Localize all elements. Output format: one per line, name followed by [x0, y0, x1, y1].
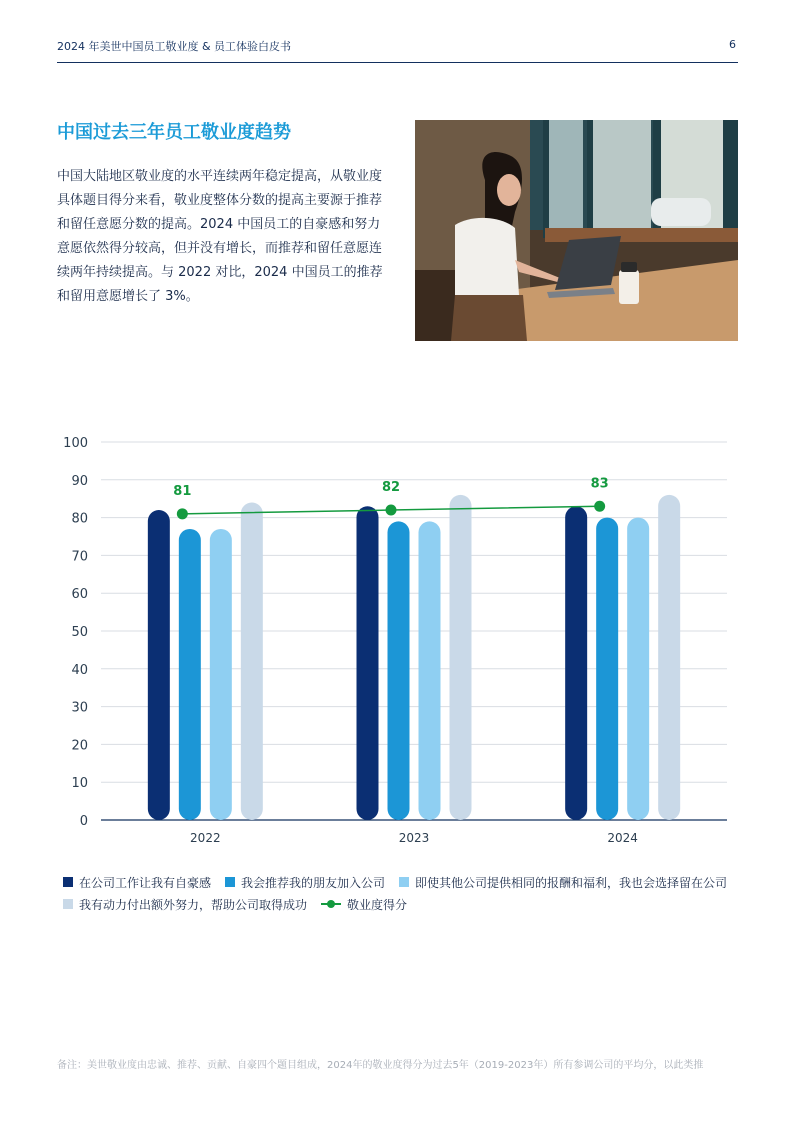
photo-woman-with-laptop: [415, 120, 738, 341]
bar: [658, 495, 680, 820]
x-tick-label: 2022: [190, 831, 221, 845]
legend-line-marker: [321, 899, 341, 909]
chart-legend: [63, 871, 743, 915]
bar: [596, 518, 618, 820]
legend-swatch-stay: [399, 877, 409, 887]
body-paragraph: 中国大陆地区敬业度的水平连续两年稳定提高，从敬业度具体题目得分来看，敬业度整体分数的提高主要源于推荐和留任意愿分数的提高。2024 中国员工的自豪感和努力意愿依然得分较高，但并没有增长，而推荐和留任意愿连续两年持续提高。与 2022 对比，2024 中国员工的推荐和留用意愿增长了 3%。: [57, 169, 383, 304]
legend-swatch-pride: [63, 877, 73, 887]
y-tick-label: 50: [71, 625, 88, 640]
bar: [419, 521, 441, 820]
legend-item-pride: [63, 874, 211, 891]
bar: [357, 506, 379, 820]
bar: [210, 529, 232, 820]
bar: [179, 529, 201, 820]
photo-illustration: [415, 120, 738, 341]
header-divider: [57, 62, 738, 63]
legend-label-stay: 即使其他公司提供相同的报酬和福利，我也会选择留在公司: [415, 875, 728, 890]
legend-label-score: 敬业度得分: [347, 897, 408, 912]
x-tick-label: 2024: [607, 831, 638, 845]
header-title: 2024 年美世中国员工敬业度 & 员工体验白皮书: [57, 40, 292, 53]
score-data-label: 81: [173, 483, 192, 499]
engagement-trend-chart: [0, 425, 793, 849]
y-tick-label: 70: [71, 549, 88, 565]
legend-label-effort: 我有动力付出额外努力，帮助公司取得成功: [79, 897, 308, 912]
score-point: [594, 501, 605, 512]
score-data-label: 82: [381, 480, 401, 496]
legend-label-pride: 在公司工作让我有自豪感: [79, 875, 212, 890]
legend-swatch-recommend: [225, 877, 235, 887]
footnote: 备注：美世敬业度由忠诚、推荐、贡献、自豪四个题目组成，2024年的敬业度得分为过去5年（2019-2023年）所有参调公司的平均分，以此类推: [57, 1060, 704, 1071]
legend-item-recommend: [225, 874, 385, 891]
score-data-label: 83: [590, 476, 609, 492]
score-point: [177, 508, 188, 519]
legend-row-2: [63, 893, 743, 915]
bar: [148, 510, 170, 820]
y-tick-label: 30: [71, 700, 88, 716]
y-tick-label: 80: [71, 511, 88, 527]
y-tick-label: 40: [71, 662, 88, 678]
section-title: 中国过去三年员工敬业度趋势: [57, 122, 291, 143]
y-tick-label: 10: [71, 776, 88, 792]
y-tick-label: 90: [71, 473, 88, 489]
score-point: [386, 505, 397, 516]
bar: [565, 506, 587, 820]
bar: [627, 518, 649, 820]
legend-row-1: [63, 871, 743, 893]
chart-svg: [0, 425, 793, 845]
x-tick-label: 2023: [398, 831, 430, 845]
y-tick-label: 100: [63, 436, 88, 451]
bar: [241, 502, 263, 820]
bar: [388, 521, 410, 820]
legend-swatch-effort: [63, 899, 73, 909]
y-tick-label: 20: [71, 738, 88, 754]
legend-item-effort: [63, 896, 307, 913]
legend-label-recommend: 我会推荐我的朋友加入公司: [241, 875, 386, 890]
page-number: 6: [729, 38, 736, 51]
y-tick-label: 0: [79, 814, 88, 829]
y-tick-label: 60: [71, 587, 88, 603]
legend-item-score: [321, 896, 407, 913]
legend-item-stay: [399, 874, 727, 891]
bar: [450, 495, 472, 820]
